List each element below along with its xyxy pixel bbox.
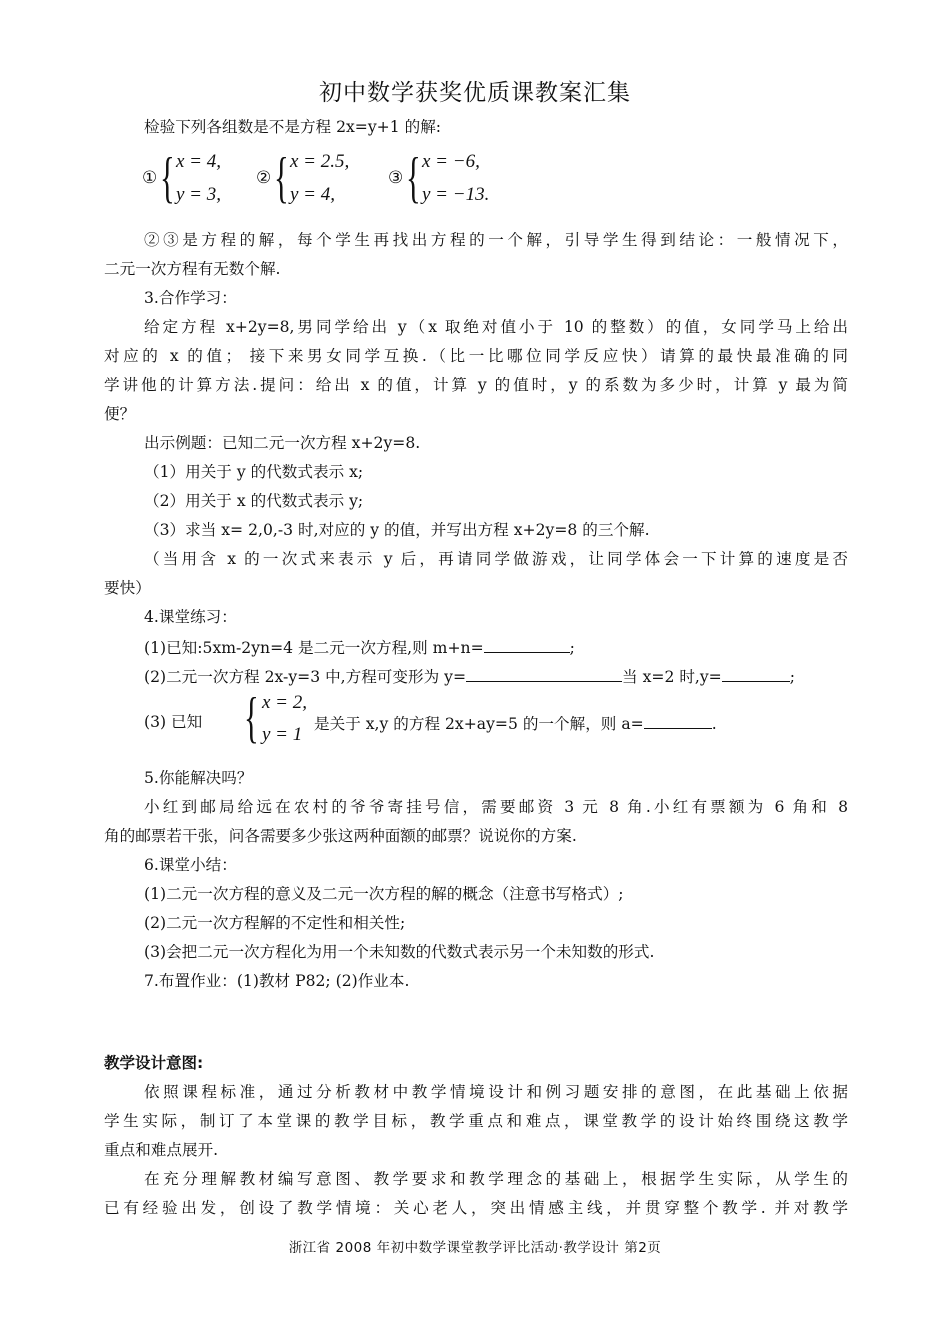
paragraph-line: ②③是方程的解，每个学生再找出方程的一个解，引导学生得到结论：一般情况下，: [144, 231, 848, 249]
exercise-punct: .: [711, 715, 717, 733]
system-number: ③: [388, 168, 404, 187]
paragraph-line: 已有经验出发，创设了教学情境：关心老人，突出情感主线，并贯穿整个教学. 并对教学: [104, 1199, 848, 1217]
section-heading: 5.你能解决吗？: [144, 769, 253, 787]
left-brace-icon: {: [160, 147, 175, 209]
equation-x: x = 2,: [262, 692, 308, 713]
answer-blank: [644, 712, 712, 729]
question-line: （3）求当 x= 2,0,-3 时,对应的 y 的值，并写出方程 x+2y=8 的三个解.: [144, 521, 650, 539]
section-heading: 3.合作学习：: [144, 289, 237, 307]
exercise-text: 当 x=2 时,y=: [622, 668, 722, 686]
example-line: 出示例题：已知二元一次方程 x+2y=8.: [144, 434, 421, 452]
equation-y: y = 3,: [176, 184, 222, 205]
section-heading: 6.课堂小结：: [144, 856, 237, 874]
question-line: （2）用关于 x 的代数式表示 y;: [144, 492, 364, 510]
paragraph-line: 角的邮票若干张，问各需要多少张这两种面额的邮票？说说你的方案.: [104, 827, 577, 845]
equation-x: x = 2.5,: [290, 151, 350, 172]
paragraph-line: 学讲他的计算方法.提问：给出 x 的值，计算 y 的值时，y 的系数为多少时，计算 y 最为简: [104, 376, 848, 394]
answer-blank: [484, 636, 570, 653]
answer-blank: [722, 665, 790, 682]
exercise-text: (2)二元一次方程 2x-y=3 中,方程可变形为 y=: [144, 668, 467, 686]
equation-y: y = −13.: [422, 184, 490, 205]
exercise-punct: ;: [789, 668, 796, 686]
system-number: ①: [142, 168, 158, 187]
paragraph-line: 小红到邮局给远在农村的爷爷寄挂号信，需要邮资 3 元 8 角.小红有票额为 6 角和 8: [144, 798, 848, 816]
section-heading: 4.课堂练习：: [144, 608, 237, 626]
page-header: 初中数学获奖优质课教案汇集: [319, 80, 631, 106]
page-footer: 浙江省 2008 年初中数学课堂教学评比活动·教学设计 第2页: [288, 1240, 662, 1256]
question-line: （1）用关于 y 的代数式表示 x;: [144, 463, 364, 481]
left-brace-icon: {: [244, 687, 259, 749]
answer-blank: [466, 665, 622, 682]
exercise-3: [144, 687, 848, 750]
system-4: [244, 687, 314, 750]
exercise-punct: ;: [569, 639, 575, 657]
left-brace-icon: {: [274, 147, 289, 209]
paragraph-line: 给定方程 x+2y=8,男同学给出 y（x 取绝对值小于 10 的整数）的值，女同学马上给出: [144, 318, 848, 336]
intro-line: 检验下列各组数是不是方程 2x=y+1 的解:: [144, 118, 442, 136]
exercise-text: 是关于 x,y 的方程 2x+ay=5 的一个解，则 a=: [314, 715, 644, 733]
system-number: ②: [256, 168, 272, 187]
left-brace-icon: {: [406, 147, 421, 209]
exercise-text-line: [314, 712, 717, 734]
note-line: 要快）: [104, 579, 151, 597]
system-3: [388, 148, 538, 212]
exercise-text: (3) 已知: [144, 713, 203, 731]
summary-line: (3)会把二元一次方程化为用一个未知数的代数式表示另一个未知数的形式.: [144, 943, 655, 961]
summary-line: (2)二元一次方程解的不定性和相关性;: [144, 914, 406, 932]
system-1: [142, 148, 262, 212]
design-title: 教学设计意图:: [104, 1054, 204, 1072]
paragraph-line: 依照课程标准，通过分析教材中教学情境设计和例习题安排的意图，在此基础上依据: [144, 1083, 848, 1101]
paragraph-line: 便？: [104, 405, 136, 423]
paragraph-line: 学生实际，制订了本堂课的教学目标，教学重点和难点，课堂教学的设计始终围绕这教学: [104, 1112, 848, 1130]
exercise-1: [144, 636, 848, 658]
exercise-text: (1)已知:5xm-2yn=4 是二元一次方程,则 m+n=: [144, 639, 484, 657]
paragraph-line: 对应的 x 的值； 接下来男女同学互换.（比一比哪位同学反应快）请算的最快最准确的同: [104, 347, 848, 365]
paragraph-line: 重点和难点展开.: [104, 1141, 219, 1159]
paragraph-line: 在充分理解教材编写意图、教学要求和教学理念的基础上，根据学生实际，从学生的: [144, 1170, 848, 1188]
equation-y: y = 4,: [290, 184, 336, 205]
note-line: （当用含 x 的一次式来表示 y 后，再请同学做游戏，让同学体会一下计算的速度是否: [144, 550, 848, 568]
equation-x: x = 4,: [176, 151, 222, 172]
summary-line: (1)二元一次方程的意义及二元一次方程的解的概念（注意书写格式）;: [144, 885, 624, 903]
equation-y: y = 1: [262, 724, 303, 745]
paragraph-line: 二元一次方程有无数个解.: [104, 260, 281, 278]
equation-x: x = −6,: [422, 151, 480, 172]
system-2: [256, 148, 386, 212]
exercise-2: [144, 665, 848, 687]
homework-line: 7.布置作业：(1)教材 P82; (2)作业本.: [144, 972, 410, 990]
